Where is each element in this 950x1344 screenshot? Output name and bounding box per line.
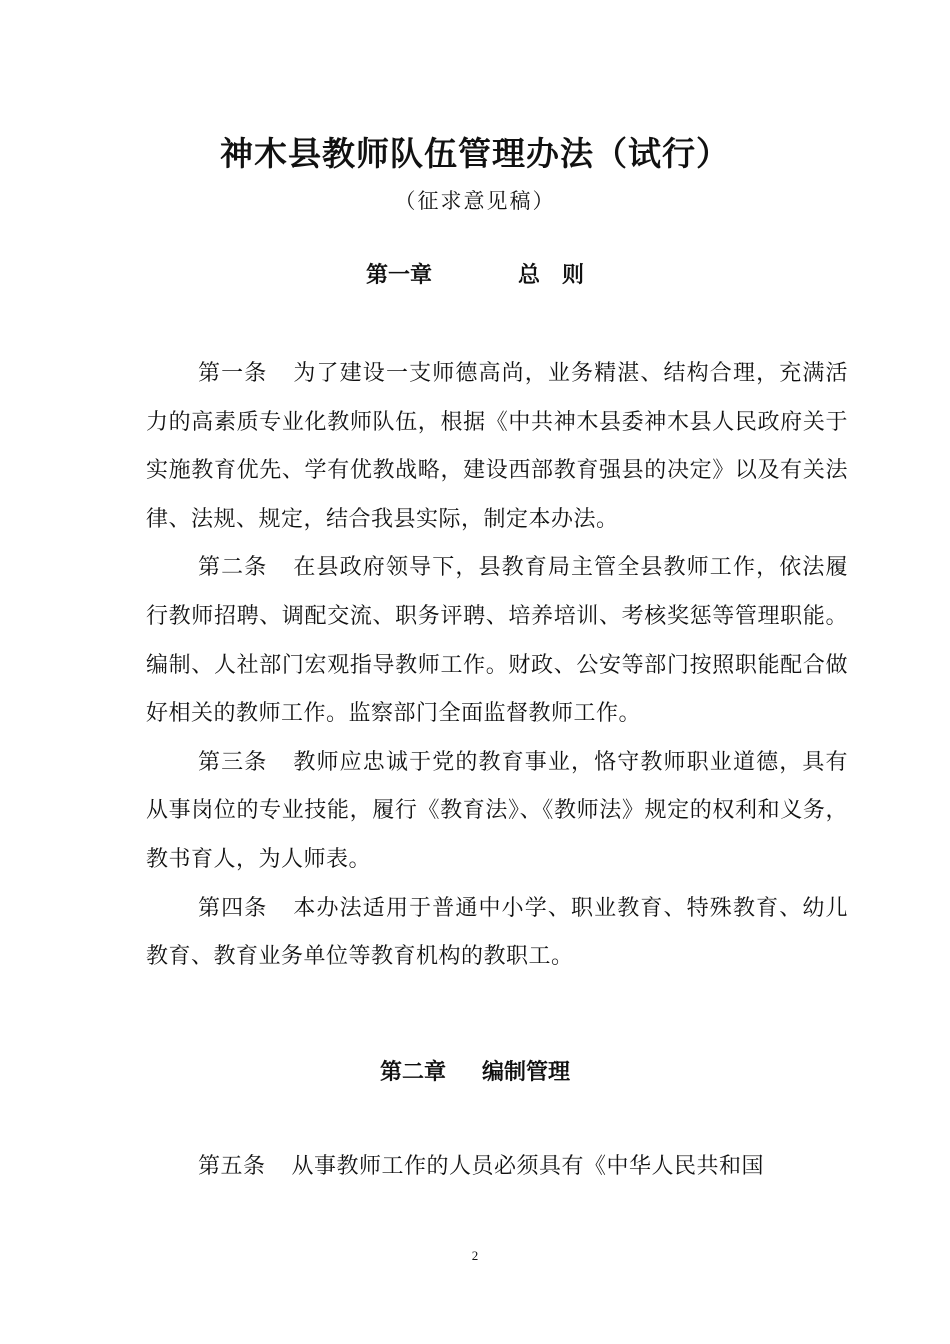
page-number: 2 [471, 1248, 479, 1263]
article-label: 第二条 [198, 555, 268, 581]
article-label: 第四条 [198, 895, 268, 921]
article-paragraph [146, 885, 848, 982]
article-paragraph [146, 739, 848, 885]
article-text: 本办法适用于普通中小学、职业教育、特殊教育、幼儿教育、教育业务单位等教育机构的教职工。 [146, 895, 848, 970]
chapter-number: 第一章 [365, 263, 432, 288]
chapter-body [146, 1143, 848, 1192]
article-text: 为了建设一支师德高尚，业务精湛、结构合理，充满活力的高素质专业化教师队伍，根据《中共神木县委神木县人民政府关于实施教育优先、学有优教战略，建设西部教育强县的决定》以及有关法律、法规、规定，结合我县实际，制定本办法。 [146, 361, 848, 532]
chapter-body [146, 350, 848, 982]
article-label: 第一条 [198, 361, 268, 386]
chapter-heading [0, 258, 950, 289]
chapter-name: 编制管理 [482, 1060, 571, 1085]
article-label: 第五条 [198, 1154, 266, 1179]
chapter-name: 总 则 [518, 263, 585, 288]
article-text: 从事教师工作的人员必须具有《中华人民共和国 [291, 1154, 765, 1179]
article-text: 在县政府领导下，县教育局主管全县教师工作，依法履行教师招聘、调配交流、职务评聘、培养培训、考核奖惩等管理职能。编制、人社部门宏观指导教师工作。财政、公安等部门按照职能配合做好相关的教师工作。监察部门全面监督教师工作。 [146, 555, 848, 727]
article-paragraph [146, 1143, 848, 1192]
chapter-number: 第二章 [379, 1060, 446, 1085]
chapter-heading [0, 1055, 950, 1086]
article-paragraph [146, 544, 848, 738]
article-label: 第三条 [198, 749, 268, 775]
document-title: 神木县教师队伍管理办法（试行） [220, 134, 730, 173]
article-paragraph [146, 350, 848, 544]
document-subtitle: （征求意见稿） [394, 189, 556, 213]
article-text: 教师应忠诚于党的教育事业，恪守教师职业道德，具有从事岗位的专业技能，履行《教育法》、《教师法》规定的权利和义务，教书育人，为人师表。 [146, 749, 848, 872]
